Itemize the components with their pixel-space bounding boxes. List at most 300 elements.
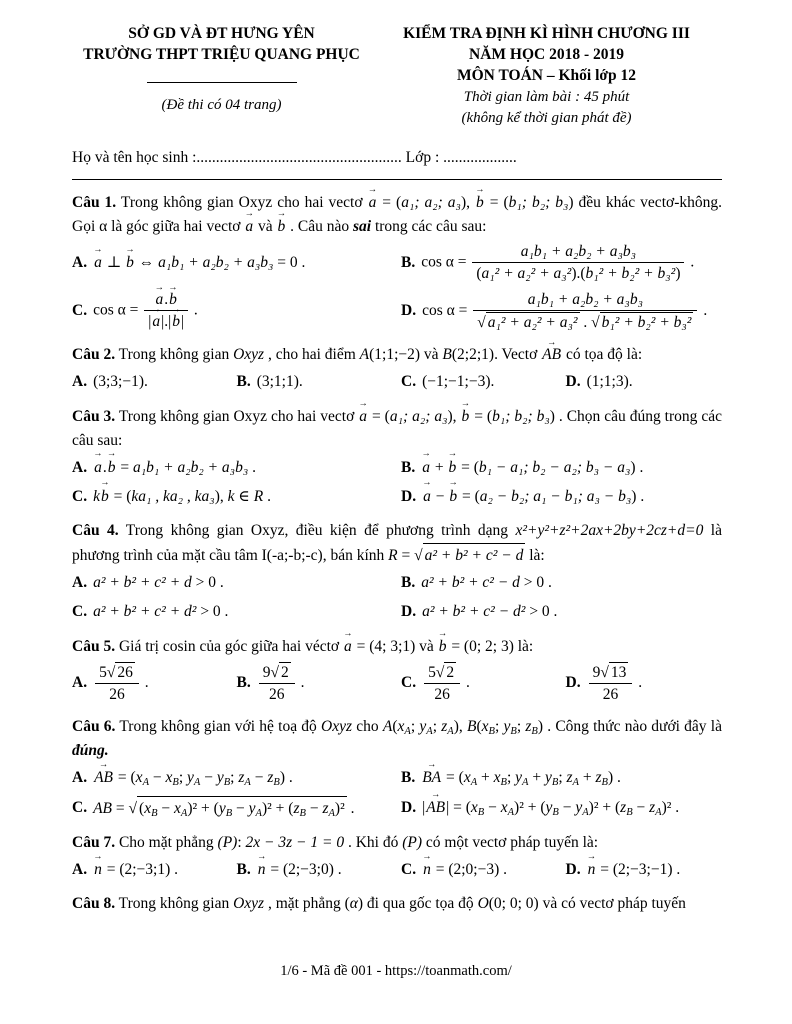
question-3-option-A bbox=[72, 456, 393, 479]
fraction-numerator bbox=[472, 242, 684, 263]
math-subscript: A bbox=[582, 807, 589, 819]
math-variable: (P) bbox=[402, 833, 422, 851]
fraction-numerator: 5√ 26 bbox=[95, 662, 139, 684]
math-vector: a → bbox=[244, 215, 254, 239]
bold-text: Câu 6. bbox=[72, 718, 116, 736]
student-name-line: Họ và tên học sinh :..................................................... Lớp : ................... bbox=[72, 148, 517, 166]
header-rule bbox=[72, 179, 722, 180]
bold-italic-text: sai bbox=[352, 217, 372, 235]
bold-italic-text: đúng. bbox=[72, 742, 109, 760]
math-vector: n → bbox=[587, 858, 597, 881]
question-1-option-C bbox=[72, 290, 393, 333]
math-variable: a₁b₁ + a₂b₂ + a₃b₃ bbox=[527, 290, 643, 308]
option-content: a → + b → = (b₁ − a₁; b₂ − a₂; b₃ − a₃) . bbox=[421, 456, 643, 479]
question-2 bbox=[72, 343, 722, 393]
question-1-option-D bbox=[401, 290, 722, 333]
radical-sign-icon: √ bbox=[270, 663, 279, 681]
math-vector: b → bbox=[277, 215, 287, 239]
bold-text: Câu 5. bbox=[72, 637, 116, 655]
math-variable: k bbox=[227, 487, 235, 505]
department-name: SỞ GD VÀ ĐT HƯNG YÊN bbox=[128, 25, 315, 42]
option-label: D. bbox=[401, 487, 417, 505]
question-5 bbox=[72, 635, 722, 705]
math-subscript: A bbox=[522, 777, 529, 789]
fraction-numerator: 9√ 2 bbox=[259, 662, 295, 684]
math-subscript: B bbox=[552, 807, 559, 819]
math-vector: AB → bbox=[425, 796, 446, 819]
question-6-option-D bbox=[401, 796, 722, 820]
option-content: kb → = (ka₁ , ka₂ , ka₃), k ∈ R . bbox=[93, 485, 271, 508]
math-variable: 2x − 3z − 1 = 0 bbox=[245, 833, 345, 851]
math-sqrt bbox=[591, 312, 693, 332]
question-5-option-B bbox=[237, 662, 394, 705]
math-vector: a → bbox=[151, 312, 161, 331]
option-label: B. bbox=[401, 458, 416, 476]
bold-text: Câu 8. bbox=[72, 895, 116, 913]
fraction-numerator bbox=[473, 290, 697, 311]
math-vector: b → bbox=[125, 251, 135, 274]
math-variable: a₁b₁ + a₂b₂ + a₃b₃ bbox=[132, 458, 249, 476]
option-content: cos α = $\frac{\text{a₁b₁ + a₂b₂ + a₃b₃}}{\text{(a₁² + a₂² + a₃²).(b₁² + b₂² + b₃²)}}$ . bbox=[421, 242, 695, 283]
math-vector: b → bbox=[460, 405, 470, 429]
math-variable: z bbox=[322, 799, 329, 817]
math-variable: b₁; b₂; b₃ bbox=[492, 407, 550, 425]
option-content: (1;1;3). bbox=[586, 373, 633, 391]
question-4-options bbox=[72, 571, 722, 624]
math-subscript: A bbox=[507, 807, 515, 819]
math-variable: a₁² + a₂² + a₃² bbox=[487, 313, 578, 331]
math-subscript: B bbox=[299, 807, 306, 819]
math-vector: a → bbox=[358, 405, 368, 429]
question-3-option-C bbox=[72, 485, 393, 508]
math-fraction bbox=[424, 662, 460, 705]
math-variable: x bbox=[174, 799, 181, 817]
math-sqrt bbox=[436, 662, 456, 682]
math-variable: z bbox=[649, 799, 656, 817]
math-subscript: B bbox=[273, 777, 280, 789]
question-1-option-A bbox=[72, 242, 393, 284]
math-variable: x bbox=[165, 769, 173, 787]
math-variable: y bbox=[419, 718, 427, 736]
math-subscript: A bbox=[404, 726, 411, 738]
question-4-option-A bbox=[72, 571, 393, 594]
option-label: D. bbox=[565, 373, 581, 391]
question-3-options bbox=[72, 456, 722, 509]
math-vector: AB → bbox=[541, 343, 562, 367]
math-variable: B bbox=[442, 346, 452, 364]
question-5-options bbox=[72, 662, 722, 705]
math-variable: B bbox=[466, 718, 477, 736]
pages-note: (Đề thi có 04 trang) bbox=[161, 96, 282, 113]
option-content: cos α = $\frac{\text{a₁b₁ + a₂b₂ + a₃b₃}}{\text{√ a₁² + a₂² + a₃² . √ b₁² + b₂² + b₃²}}$ . bbox=[422, 290, 708, 331]
option-content: $\frac{9√ 2}{26}$ . bbox=[257, 662, 305, 705]
math-subscript: A bbox=[447, 726, 454, 738]
math-vector: b → bbox=[107, 456, 117, 479]
question-1-option-B bbox=[401, 242, 722, 284]
math-sqrt bbox=[414, 543, 525, 568]
question-7 bbox=[72, 831, 722, 881]
bold-text: Câu 7. bbox=[72, 833, 116, 851]
math-variable: b₁² + b₂² + b₃² bbox=[601, 313, 692, 331]
footer-link[interactable]: https://toanmath.com/ bbox=[384, 963, 512, 979]
math-variable: a² + b² + c² − d² bbox=[422, 603, 526, 621]
math-variable: y bbox=[218, 799, 226, 817]
math-vector: b → bbox=[438, 635, 448, 659]
footer-page-info: 1/6 - Mã đề 001 - bbox=[280, 963, 385, 979]
math-variable: z bbox=[441, 718, 448, 736]
math-fraction bbox=[589, 662, 633, 705]
option-label: C. bbox=[72, 799, 88, 817]
question-5-option-A bbox=[72, 662, 229, 705]
math-variable: z bbox=[238, 769, 245, 787]
radical-sign-icon: √ bbox=[106, 663, 116, 681]
option-content: a → ⊥ b → ⇔ a₁b₁ + a₂b₂ + a₃b₃ = 0 . bbox=[93, 251, 305, 274]
math-variable: z bbox=[293, 799, 300, 817]
math-variable: A bbox=[382, 718, 393, 736]
math-variable: Oxyz bbox=[233, 895, 265, 913]
option-label: B. bbox=[401, 769, 416, 787]
question-3-text: Câu 3. Trong không gian Oxyz cho hai vectơ a → = (a₁; a₂; a₃), b → = (b₁; b₂; b₃) . Chọn câu đúng trong các câu sau: bbox=[72, 405, 722, 453]
math-variable: a₂ − b₂; a₁ − b₁; a₃ − b₃ bbox=[479, 487, 632, 505]
option-content: BA → = ($x_A + x_B$; $y_A + y_B$; $z_A + z_B$) . bbox=[421, 766, 621, 789]
question-4-text: Câu 4. Trong không gian Oxyz, điều kiện để phương trình dạng x²+y²+z²+2ax+2by+2cz+d=0 là phương trình của mặt cầu tâm I(-a;-b;-c), bán kính R = √ a² + b² + c² − d là: bbox=[72, 519, 722, 568]
math-subscript: A bbox=[244, 777, 251, 789]
radical-sign-icon: √ bbox=[435, 663, 445, 681]
math-variable: ka₁ , ka₂ , ka₃ bbox=[131, 487, 215, 505]
math-subscript: B bbox=[531, 726, 538, 738]
option-label: D. bbox=[565, 860, 581, 878]
math-variable: a₁b₁ + a₂b₂ + a₃b₃ bbox=[520, 242, 637, 260]
question-4-option-D bbox=[401, 600, 722, 623]
math-variable: y bbox=[545, 799, 553, 817]
math-subscript: A bbox=[255, 807, 262, 819]
option-content: cos α = $\frac{a \to.b \to}{|a \to|.|b \to|}$ . bbox=[93, 290, 198, 332]
math-variable: x bbox=[463, 769, 471, 787]
math-vector: n → bbox=[93, 858, 103, 881]
math-variable: x bbox=[500, 799, 508, 817]
math-subscript: B bbox=[488, 726, 495, 738]
math-subscript: A bbox=[193, 777, 201, 789]
question-2-option-A bbox=[72, 370, 229, 393]
option-content: a² + b² + c² − d² > 0 . bbox=[422, 603, 558, 621]
math-variable: a² + b² + c² + d² bbox=[93, 603, 197, 621]
radical-body bbox=[423, 543, 526, 568]
math-vector: b → bbox=[171, 312, 181, 331]
radical-sign-icon: √ bbox=[477, 313, 486, 331]
radical-body: 2 bbox=[280, 663, 289, 681]
math-subscript: A bbox=[328, 807, 335, 819]
math-variable: a₁b₁ + a₂b₂ + a₃b₃ bbox=[158, 254, 274, 272]
math-variable: z bbox=[620, 799, 627, 817]
math-vector: b → bbox=[168, 290, 178, 309]
questions-list bbox=[72, 191, 722, 916]
question-3-option-B bbox=[401, 456, 722, 479]
math-variable: y bbox=[187, 769, 194, 787]
fraction-denominator: √ a₁² + a₂² + a₃² . √ b₁² + b₂² + b₃² bbox=[477, 313, 692, 331]
math-sqrt bbox=[600, 662, 628, 682]
math-variable: y bbox=[515, 769, 523, 787]
math-vector: n → bbox=[257, 858, 267, 881]
math-vector: BA → bbox=[421, 766, 442, 789]
option-label: A. bbox=[72, 254, 88, 272]
math-sqrt bbox=[270, 662, 290, 682]
math-variable: y bbox=[216, 769, 224, 787]
math-fraction bbox=[144, 290, 188, 332]
math-vector: n → bbox=[422, 858, 432, 881]
question-6-text: Câu 6. Trong không gian với hệ toạ độ Oxyz cho $A(x_A$; $y_A$; $z_A$), $B(x_B$; $y_B$; $z_B$) . Công thức nào dưới đây là đúng. bbox=[72, 718, 722, 760]
option-label: A. bbox=[72, 769, 88, 787]
option-content: $\frac{9√ 13}{26}$ . bbox=[587, 662, 643, 705]
math-vector: a → bbox=[422, 485, 432, 508]
option-content: n → = (2;−3;0) . bbox=[257, 858, 342, 881]
subject-grade: MÔN TOÁN – Khối lớp 12 bbox=[457, 66, 636, 84]
math-variable: (P) bbox=[217, 833, 238, 851]
option-label: B. bbox=[401, 254, 416, 272]
math-sqrt bbox=[107, 662, 135, 682]
math-variable: b₁ − a₁; b₂ − a₂; b₃ − a₃ bbox=[478, 458, 631, 476]
option-content: a² + b² + c² + d² > 0 . bbox=[93, 603, 229, 621]
option-content: a →.b → = a₁b₁ + a₂b₂ + a₃b₃ . bbox=[93, 456, 256, 479]
fraction-denominator: 26 bbox=[109, 686, 125, 704]
bold-text: Câu 4. bbox=[72, 522, 119, 540]
option-label: C. bbox=[401, 373, 417, 391]
question-6-options bbox=[72, 766, 722, 820]
math-variable: α bbox=[349, 895, 358, 913]
math-subscript: A bbox=[470, 777, 478, 789]
math-variable: y bbox=[503, 718, 511, 736]
math-variable: x bbox=[135, 769, 143, 787]
exam-info-block bbox=[371, 24, 722, 129]
option-content: $\frac{5√ 2}{26}$ . bbox=[422, 662, 470, 705]
option-content: (3;3;−1). bbox=[93, 373, 148, 391]
question-2-text: Câu 2. Trong không gian Oxyz , cho hai điểm A(1;1;−2) và B(2;2;1). Vectơ AB → có tọa độ là: bbox=[72, 343, 722, 367]
question-2-option-D bbox=[566, 370, 723, 393]
math-variable: z bbox=[566, 769, 573, 787]
option-content: n → = (2;−3;−1) . bbox=[587, 858, 681, 881]
math-variable: x²+y²+z²+2ax+2by+2cz+d=0 bbox=[515, 522, 704, 540]
question-2-option-B bbox=[237, 370, 394, 393]
question-5-option-C bbox=[401, 662, 558, 705]
math-variable: y bbox=[575, 799, 583, 817]
option-content: AB = √ $(x_B - x_A)^2 + (y_B - y_A)^2 + (z_B - z_A)^2$ . bbox=[93, 796, 354, 820]
page-footer bbox=[0, 963, 792, 980]
school-year: NĂM HỌC 2018 - 2019 bbox=[469, 45, 624, 63]
math-vector: b → bbox=[475, 191, 485, 215]
math-vector: b → bbox=[448, 485, 458, 508]
question-5-text: Câu 5. Giá trị cosin của góc giữa hai véctơ a → = (4; 3;1) và b → = (0; 2; 3) là: bbox=[72, 635, 722, 659]
question-4-option-B bbox=[401, 571, 722, 594]
math-variable: a₁; a₂; a₃ bbox=[389, 407, 448, 425]
radical-sign-icon: √ bbox=[600, 663, 609, 681]
question-1-text: Câu 1. Trong không gian Oxyz cho hai vectơ a → = (a₁; a₂; a₃), b → = (b₁; b₂; b₃) đều khác vectơ-không. Gọi α là góc giữa hai vectơ a → và b → . Câu nào sai trong các câu sau: bbox=[72, 191, 722, 239]
math-vector: b → bbox=[100, 485, 110, 508]
math-fraction bbox=[473, 290, 697, 333]
math-variable: Oxyz bbox=[321, 718, 353, 736]
option-content: (3;1;1). bbox=[256, 373, 303, 391]
math-variable: x bbox=[493, 769, 501, 787]
math-vector: a → bbox=[93, 251, 103, 274]
option-label: B. bbox=[236, 674, 251, 692]
question-3-option-D bbox=[401, 485, 722, 508]
math-fraction bbox=[95, 662, 139, 705]
option-content: a² + b² + c² − d > 0 . bbox=[421, 574, 552, 592]
question-7-option-C bbox=[401, 858, 558, 881]
math-sqrt bbox=[477, 312, 579, 332]
math-fraction bbox=[472, 242, 684, 284]
question-8-text: Câu 8. Trong không gian Oxyz , mặt phẳng (α) đi qua gốc tọa độ O(0; 0; 0) và có vectơ pháp tuyến bbox=[72, 895, 686, 913]
question-2-option-C bbox=[401, 370, 558, 393]
math-vector: a → bbox=[154, 290, 164, 309]
option-content: a² + b² + c² + d > 0 . bbox=[93, 574, 224, 592]
math-subscript: B bbox=[477, 807, 485, 819]
math-variable: a₁; a₂; a₃ bbox=[401, 193, 461, 211]
radical-body: 26 bbox=[117, 663, 133, 681]
math-vector: a → bbox=[343, 635, 353, 659]
math-vector: a → bbox=[368, 191, 378, 215]
radical-body: $(x_B - x_A)^2 + (y_B - y_A)^2 + (z_B - z_A)^2$ bbox=[137, 796, 347, 820]
math-variable: a² + b² + c² − d bbox=[421, 574, 520, 592]
option-content: |AB →| = $(x_B - x_A)^2 + (y_B - y_A)^2 + (z_B - z_A)^2$ . bbox=[422, 796, 679, 819]
math-subscript: A bbox=[572, 777, 579, 789]
math-vector: a → bbox=[421, 456, 431, 479]
option-content: AB → = ($x_A - x_B$; $y_A - y_B$; $z_A - z_B$) . bbox=[93, 766, 293, 789]
option-label: A. bbox=[72, 458, 88, 476]
question-7-option-A bbox=[72, 858, 229, 881]
math-variable: x bbox=[144, 799, 152, 817]
question-2-options bbox=[72, 370, 722, 393]
option-label: B. bbox=[236, 860, 251, 878]
fraction-numerator: 9√ 13 bbox=[589, 662, 633, 684]
math-subscript: B bbox=[172, 777, 179, 789]
option-content: n → = (2;0;−3) . bbox=[422, 858, 507, 881]
math-variable: b₁; b₂; b₃ bbox=[508, 193, 569, 211]
math-vector: b → bbox=[447, 456, 457, 479]
question-6-option-C bbox=[72, 796, 393, 820]
math-subscript: B bbox=[225, 807, 233, 819]
fraction-denominator: 26 bbox=[268, 686, 285, 704]
question-7-text: Câu 7. Cho mặt phẳng (P): 2x − 3z − 1 = 0 . Khi đó (P) có một vectơ pháp tuyến là: bbox=[72, 833, 599, 851]
option-label: A. bbox=[72, 860, 88, 878]
bold-text: Câu 1. bbox=[72, 193, 117, 211]
question-7-option-D bbox=[566, 858, 723, 881]
math-variable: R bbox=[253, 487, 264, 505]
radical-sign-icon: √ bbox=[591, 313, 600, 331]
question-7-options bbox=[72, 858, 722, 881]
option-label: D. bbox=[401, 603, 417, 621]
option-label: C. bbox=[401, 674, 417, 692]
option-label: D. bbox=[565, 674, 581, 692]
math-subscript: B bbox=[151, 807, 158, 819]
math-variable: O bbox=[477, 895, 489, 913]
radical-sign-icon: √ bbox=[128, 799, 138, 817]
math-vector: AB → bbox=[93, 766, 114, 789]
math-variable: Oxyz bbox=[233, 346, 265, 364]
fraction-denominator: (a₁² + a₂² + a₃²).(b₁² + b₂² + b₃²) bbox=[476, 265, 681, 283]
option-content: $\frac{5√ 26}{26}$ . bbox=[93, 662, 149, 705]
exam-duration-note: (không kể thời gian phát đề) bbox=[461, 109, 632, 126]
math-variable: R bbox=[388, 547, 398, 565]
option-label: A. bbox=[72, 574, 88, 592]
option-content: a → − b → = (a₂ − b₂; a₁ − b₁; a₃ − b₃) . bbox=[422, 485, 644, 508]
math-subscript: B bbox=[601, 777, 608, 789]
question-4 bbox=[72, 519, 722, 624]
option-label: B. bbox=[236, 373, 251, 391]
option-label: C. bbox=[401, 860, 417, 878]
fraction-denominator: 26 bbox=[602, 686, 619, 704]
exam-header bbox=[72, 24, 722, 129]
bold-text: Câu 3. bbox=[72, 407, 116, 425]
math-variable: x bbox=[481, 718, 489, 736]
math-variable: A bbox=[359, 346, 370, 364]
radical-body bbox=[600, 312, 694, 332]
bold-text: Câu 2. bbox=[72, 346, 116, 364]
math-sqrt bbox=[129, 796, 347, 820]
option-content: n → = (2;−3;1) . bbox=[93, 858, 178, 881]
math-fraction bbox=[259, 662, 295, 705]
math-subscript: B bbox=[500, 777, 507, 789]
question-5-option-D bbox=[566, 662, 723, 705]
math-subscript: B bbox=[551, 777, 559, 789]
option-label: C. bbox=[72, 487, 88, 505]
question-7-option-B bbox=[237, 858, 394, 881]
math-variable: z bbox=[595, 769, 602, 787]
question-6-option-B bbox=[401, 766, 722, 789]
header-separator-line bbox=[147, 82, 297, 83]
math-variable: AB bbox=[93, 799, 113, 817]
fraction-denominator: |a →|.|b →| bbox=[144, 311, 188, 331]
math-variable: a² + b² + c² − d bbox=[424, 547, 524, 565]
question-6 bbox=[72, 715, 722, 820]
option-label: D. bbox=[401, 799, 417, 817]
fraction-numerator: 5√ 2 bbox=[424, 662, 460, 684]
option-label: A. bbox=[72, 373, 88, 391]
question-8 bbox=[72, 892, 722, 916]
math-vector: a → bbox=[93, 456, 103, 479]
math-variable: x bbox=[470, 799, 478, 817]
option-label: C. bbox=[72, 302, 88, 320]
radical-body: 13 bbox=[610, 663, 627, 681]
question-6-option-A bbox=[72, 766, 393, 789]
math-variable: y bbox=[248, 799, 256, 817]
fraction-numerator: a →.b → bbox=[144, 290, 188, 311]
radical-body: 2 bbox=[446, 663, 455, 681]
math-subscript: B bbox=[510, 726, 517, 738]
math-variable: z bbox=[267, 769, 274, 787]
math-subscript: A bbox=[142, 777, 149, 789]
option-content: (−1;−1;−3). bbox=[422, 373, 495, 391]
math-subscript: A bbox=[426, 726, 433, 738]
math-subscript: A bbox=[180, 807, 188, 819]
exam-title: KIỂM TRA ĐỊNH KÌ HÌNH CHƯƠNG III bbox=[403, 25, 690, 42]
math-variable: a² + b² + c² + d bbox=[93, 574, 192, 592]
question-1 bbox=[72, 191, 722, 333]
question-3 bbox=[72, 405, 722, 509]
school-block bbox=[72, 24, 371, 129]
math-variable: k bbox=[93, 487, 100, 505]
math-subscript: B bbox=[626, 807, 633, 819]
radical-sign-icon: √ bbox=[414, 547, 423, 565]
fraction-denominator: 26 bbox=[434, 686, 450, 704]
option-label: D. bbox=[401, 302, 417, 320]
math-variable: x bbox=[397, 718, 405, 736]
math-subscript: A bbox=[655, 807, 662, 819]
math-variable: b₁² + b₂² + b₃² bbox=[585, 265, 676, 283]
math-variable: z bbox=[525, 718, 532, 736]
math-variable: y bbox=[544, 769, 552, 787]
math-subscript: B bbox=[223, 777, 231, 789]
math-variable: a₁² + a₂² + a₃² bbox=[481, 265, 572, 283]
question-1-options bbox=[72, 242, 722, 333]
